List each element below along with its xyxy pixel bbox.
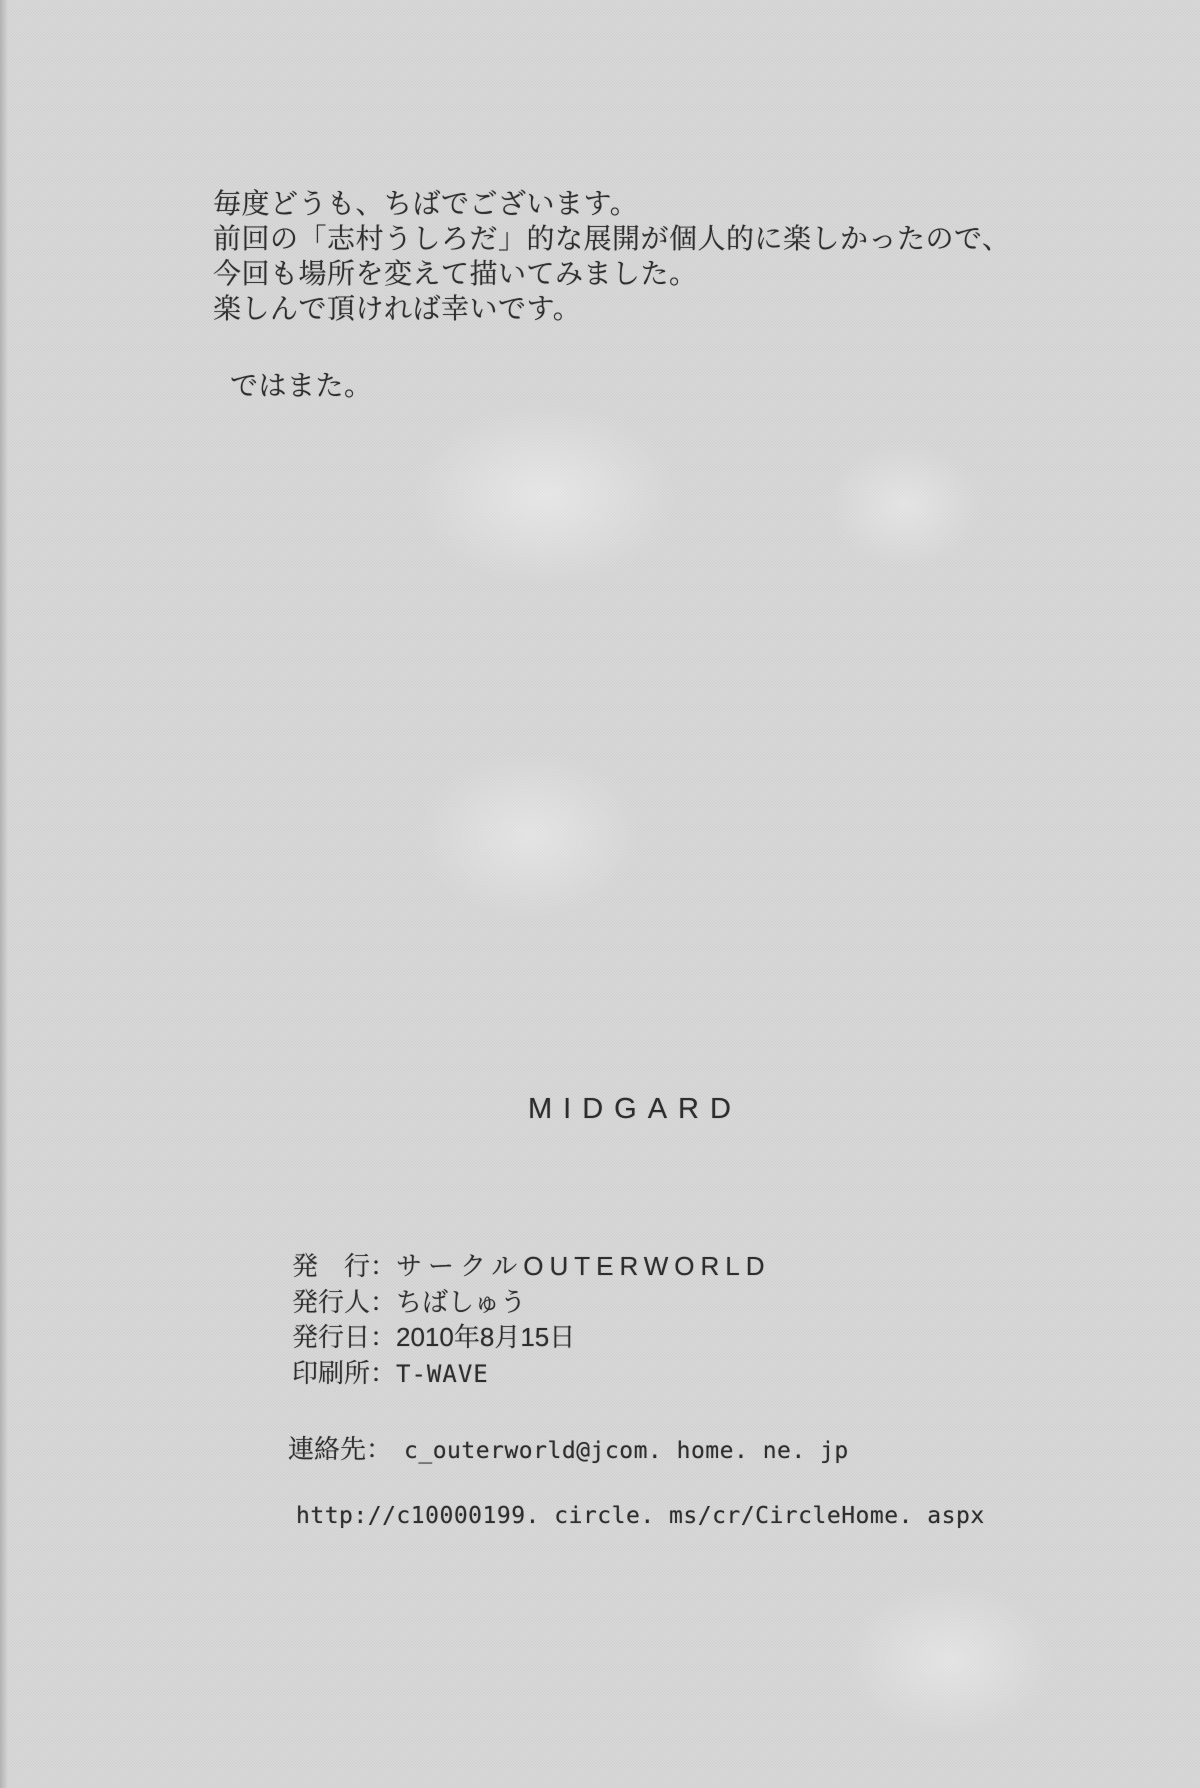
contact-email: c_outerworld@jcom. home. ne. jp: [404, 1438, 849, 1464]
colophon-row-date: [292, 1320, 771, 1356]
contact-line: [288, 1432, 849, 1469]
colophon-label: 印刷所：: [292, 1357, 397, 1388]
afterword-line-4: 楽しんで頂ければ幸いです。: [213, 293, 582, 324]
afterword-closing: ではまた。: [230, 370, 373, 401]
colophon-block: [292, 1249, 771, 1392]
colophon-row-author: [292, 1285, 771, 1321]
colophon-label: 発行日：: [292, 1322, 397, 1352]
circle-url: http://c10000199. circle. ms/cr/CircleHome. aspx: [296, 1503, 985, 1529]
book-title: MIDGARD: [528, 1093, 742, 1125]
colophon-value: サークルOUTERWORLD: [396, 1251, 771, 1281]
colophon-value: T-WAVE: [396, 1359, 489, 1388]
colophon-row-printer: [292, 1356, 771, 1393]
afterword-line-1: 毎度どうも、ちばでございます。: [213, 188, 639, 219]
colophon-value: 2010年8月15日: [396, 1322, 576, 1352]
afterword-paragraph: [213, 186, 1010, 326]
colophon-label: 発 行：: [292, 1251, 397, 1281]
afterword-line-2: 前回の「志村うしろだ」的な展開が個人的に楽しかったので、: [213, 223, 1011, 254]
colophon-row-publisher: [292, 1249, 771, 1285]
colophon-label: 発行人：: [292, 1286, 397, 1317]
afterword-line-3: 今回も場所を変えて描いてみました。: [213, 258, 698, 289]
contact-label: 連絡先：: [288, 1434, 393, 1464]
colophon-value: ちばしゅう: [396, 1286, 527, 1317]
